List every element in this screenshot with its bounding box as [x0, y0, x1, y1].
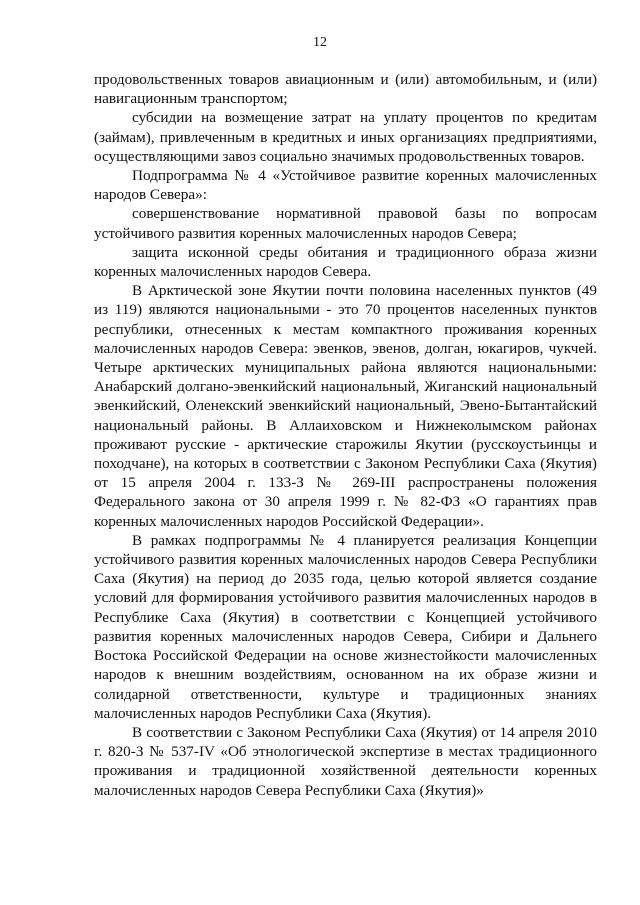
paragraph-4: совершенствование нормативной правовой базы по вопросам устойчивого развития коренных малочисленных народов Севера; — [94, 205, 597, 242]
body-text — [94, 70, 597, 800]
paragraph-7: В рамках подпрограммы № 4 планируется реализация Концепции устойчивого развития коренных малочисленных народов Севера Республики Саха (Якутия) на период до 2035 года, целью которой является создание условий для формирования устойчивого развития малочисленных народов в Республике Саха (Якутия) в соответствии с Концепцией устойчивого развития коренных малочисленных народов Севера, Сибири и Дальнего Востока Российской Федерации на основе жизнестойкости малочисленных народов к внешним воздействиям, основанном на их образе жизни и солидарной ответственности, культуре и традиционных знаниях малочисленных народов Республики Саха (Якутия). — [94, 531, 597, 722]
paragraph-3: Подпрограмма № 4 «Устойчивое развитие коренных малочисленных народов Севера»: — [94, 167, 597, 204]
paragraph-5: защита исконной среды обитания и традиционного образа жизни коренных малочисленных народов Севера. — [94, 243, 597, 281]
paragraph-6: В Арктической зоне Якутии почти половина населенных пунктов (49 из 119) являются национальными - это 70 процентов населенных пунктов республики, отнесенных к местам компактного проживания коренных малочисленных народов Севера: эвенков, эвенов, долган, юкагиров, чукчей. Четыре арктических муниципальных района являются национальными: Анабарский долгано-эвенкийский национальный, Жиганский национальный эвенкийский, Оленекский эвенкийский национальный, Эвено-Бытантайский национальный районы. В Аллаиховском и Нижнеколымском районах проживают русские - арктические старожилы Якутии (русскоустьинцы и походчане), на которых в соответствии с Законом Республики Саха (Якутия) от 15 апреля 2004 г. 133-З № 269-III распространены положения Федерального закона от 30 апреля 1999 г. № 82-ФЗ «О гарантиях прав коренных малочисленных народов Российской Федерации». — [94, 282, 597, 530]
paragraph-8: В соответствии с Законом Республики Саха (Якутия) от 14 апреля 2010 г. 820-З № 537-IV «Об этнологической экспертизе в местах традиционного проживания и традиционной хозяйственной деятельности коренных малочисленных народов Севера Республики Саха (Якутия)» — [94, 723, 597, 799]
paragraph-1: продовольственных товаров авиационным и (или) автомобильным, и (или) навигационным транспортом; — [94, 71, 597, 108]
paragraph-2: субсидии на возмещение затрат на уплату процентов по кредитам (займам), привлеченным в кредитных и иных организациях предприятиями, осуществляющими завоз социально значимых продовольственных товаров. — [94, 109, 597, 165]
page-number: 12 — [313, 35, 327, 50]
